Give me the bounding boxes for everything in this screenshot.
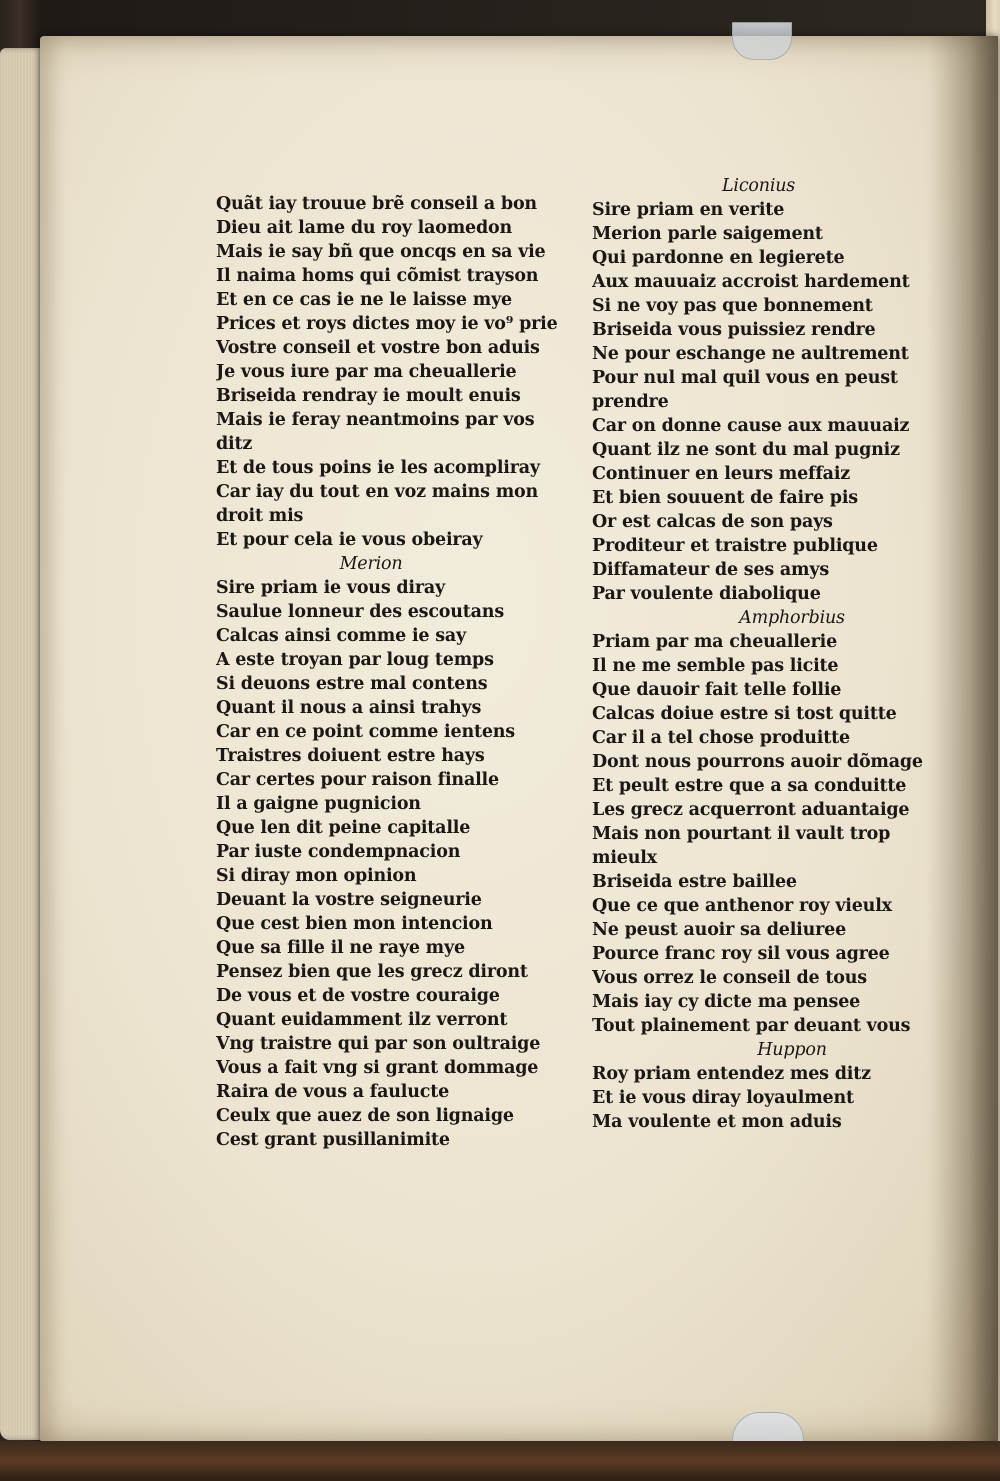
verse-line: mieulx: [592, 848, 657, 868]
verse-line: Qui pardonne en legierete: [592, 248, 845, 268]
verse-line: Continuer en leurs meffaiz: [592, 464, 851, 484]
verse-line: Or est calcas de son pays: [592, 512, 833, 532]
verse-line: Vng traistre qui par son oultraige: [216, 1034, 541, 1054]
verse-line: Vous orrez le conseil de tous: [592, 968, 867, 988]
verse-line: Ma voulente et mon aduis: [592, 1112, 842, 1132]
verse-line: Saulue lonneur des escoutans: [216, 602, 504, 622]
verse-line: Il a gaigne pugnicion: [216, 794, 421, 814]
verse-line: Mais ie say bñ que oncqs en sa vie: [216, 242, 546, 262]
verse-line: Par voulente diabolique: [592, 584, 821, 604]
verse-line: Pour nul mal quil vous en peust: [592, 368, 898, 388]
verse-line: Et ie vous diray loyaulment: [592, 1088, 854, 1108]
verse-line: Diffamateur de ses amys: [592, 560, 829, 580]
verse-line: Et peult estre que a sa conduitte: [592, 776, 907, 796]
verse-line: A este troyan par loug temps: [216, 650, 494, 670]
right-text-column: [592, 174, 952, 1134]
verse-line: Si deuons estre mal contens: [216, 674, 488, 694]
verse-line: Quant ilz ne sont du mal pugniz: [592, 440, 900, 460]
verse-line: Briseida estre baillee: [592, 872, 797, 892]
verse-line: Vostre conseil et vostre bon aduis: [216, 338, 540, 358]
verse-line: Vous a fait vng si grant dommage: [216, 1058, 539, 1078]
verse-line: Car en ce point comme ientens: [216, 722, 515, 742]
verse-line: Dieu ait lame du roy laomedon: [216, 218, 513, 238]
verse-line: Pource franc roy sil vous agree: [592, 944, 890, 964]
verse-line: Calcas ainsi comme ie say: [216, 626, 466, 646]
verse-line: prendre: [592, 392, 669, 412]
verse-line: Roy priam entendez mes ditz: [592, 1064, 871, 1084]
verse-line: Briseida vous puissiez rendre: [592, 320, 876, 340]
verse-line: Merion parle saigement: [592, 224, 823, 244]
verse-line: Pensez bien que les grecz diront: [216, 962, 528, 982]
verse-line: Dont nous pourrons auoir dõmage: [592, 752, 923, 772]
page-clip-top: [732, 22, 792, 60]
verse-line: Priam par ma cheuallerie: [592, 632, 838, 652]
verse-line: Et bien souuent de faire pis: [592, 488, 858, 508]
verse-line: Car iay du tout en voz mains mon: [216, 482, 539, 502]
verse-line: ditz: [216, 434, 253, 454]
verse-line: Car certes pour raison finalle: [216, 770, 499, 790]
verse-line: Sire priam ie vous diray: [216, 578, 445, 598]
verse-line: Raira de vous a faulucte: [216, 1082, 450, 1102]
verse-line: Ne pour eschange ne aultrement: [592, 344, 909, 364]
verse-line: De vous et de vostre couraige: [216, 986, 500, 1006]
verse-line: Prices et roys dictes moy ie vo⁹ prie: [216, 314, 558, 334]
verse-line: Par iuste condempnacion: [216, 842, 461, 862]
left-text-column: [216, 192, 586, 1152]
speaker-heading: Huppon: [757, 1040, 827, 1060]
verse-line: Car on donne cause aux mauuaiz: [592, 416, 910, 436]
page-stack-edge: [0, 48, 44, 1440]
verse-line: Et en ce cas ie ne le laisse mye: [216, 290, 512, 310]
verse-line: Je vous iure par ma cheuallerie: [216, 362, 517, 382]
speaker-heading: Liconius: [722, 176, 796, 196]
verse-line: Quant il nous a ainsi trahys: [216, 698, 482, 718]
verse-line: Quant euidamment ilz verront: [216, 1010, 508, 1030]
verse-line: Et de tous poins ie les acompliray: [216, 458, 540, 478]
verse-line: Car il a tel chose produitte: [592, 728, 850, 748]
verse-line: Que dauoir fait telle follie: [592, 680, 842, 700]
verse-line: Et pour cela ie vous obeiray: [216, 530, 483, 550]
verse-line: Proditeur et traistre publique: [592, 536, 878, 556]
verse-line: Cest grant pusillanimite: [216, 1130, 450, 1150]
verse-line: Que len dit peine capitalle: [216, 818, 471, 838]
verse-line: Ne peust auoir sa deliuree: [592, 920, 847, 940]
verse-line: Sire priam en verite: [592, 200, 785, 220]
verse-line: Traistres doiuent estre hays: [216, 746, 485, 766]
speaker-heading: Merion: [339, 554, 403, 574]
verse-line: Deuant la vostre seigneurie: [216, 890, 482, 910]
verse-line: Que cest bien mon intencion: [216, 914, 493, 934]
verse-line: Aux mauuaiz accroist hardement: [592, 272, 910, 292]
verse-line: Si ne voy pas que bonnement: [592, 296, 873, 316]
verse-line: Que ce que anthenor roy vieulx: [592, 896, 892, 916]
speaker-heading: Amphorbius: [739, 608, 845, 628]
verse-line: Mais iay cy dicte ma pensee: [592, 992, 861, 1012]
verse-line: Il ne me semble pas licite: [592, 656, 839, 676]
verse-line: Calcas doiue estre si tost quitte: [592, 704, 897, 724]
verse-line: Tout plainement par deuant vous: [592, 1016, 911, 1036]
verse-line: Briseida rendray ie moult enuis: [216, 386, 521, 406]
verse-line: Il naima homs qui cõmist trayson: [216, 266, 539, 286]
verse-line: Que sa fille il ne raye mye: [216, 938, 465, 958]
verse-line: Les grecz acquerront aduantaige: [592, 800, 910, 820]
verse-line: Ceulx que auez de son lignaige: [216, 1106, 514, 1126]
verse-line: droit mis: [216, 506, 304, 526]
verse-line: Si diray mon opinion: [216, 866, 417, 886]
verse-line: Mais ie feray neantmoins par vos: [216, 410, 535, 430]
verse-line: Mais non pourtant il vault trop: [592, 824, 891, 844]
book-bottom-edge: [0, 1441, 1000, 1481]
verse-line: Quãt iay trouue brẽ conseil a bon: [216, 194, 537, 214]
